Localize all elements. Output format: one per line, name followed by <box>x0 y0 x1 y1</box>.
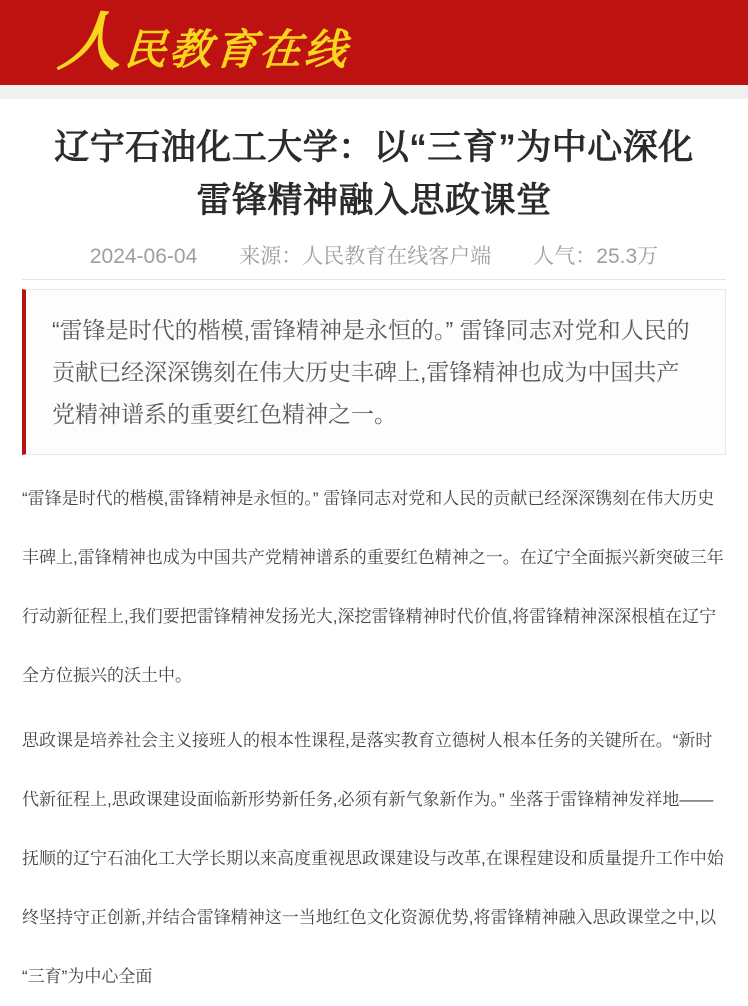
quote-box <box>22 289 726 455</box>
article-source: 来源：人民教育在线客户端 <box>239 245 492 268</box>
banner-divider-strip <box>0 85 748 99</box>
article-content <box>0 121 748 1006</box>
article-meta <box>22 245 726 269</box>
site-logo[interactable]: 人民教育在线 <box>55 4 352 80</box>
meta-divider <box>22 279 726 280</box>
site-banner <box>0 0 748 85</box>
article-paragraph: “雷锋是时代的楷模,雷锋精神是永恒的。” 雷锋同志对党和人民的贡献已经深深镌刻在伟大历史丰碑上,雷锋精神也成为中国共产党精神谱系的重要红色精神之一。在辽宁全面振兴新突破三年行动新征程上,我们要把雷锋精神发扬光大,深挖雷锋精神时代价值,将雷锋精神深深根植在辽宁全方位振兴的沃土中。 <box>22 489 724 685</box>
article-title: 辽宁石油化工大学：以“三育”为中心深化雷锋精神融入思政课堂 <box>54 128 694 220</box>
article-body <box>22 469 726 1006</box>
quote-text: “雷锋是时代的楷模,雷锋精神是永恒的。” 雷锋同志对党和人民的贡献已经深深镌刻在伟大历史丰碑上,雷锋精神也成为中国共产党精神谱系的重要红色精神之一。 <box>52 317 690 427</box>
article-views: 人气：25.3万 <box>533 245 659 268</box>
article-paragraph: 思政课是培养社会主义接班人的根本性课程,是落实教育立德树人根本任务的关键所在。“新时代新征程上,思政课建设面临新形势新任务,必须有新气象新作为。” 坐落于雷锋精神发祥地——抚顺的辽宁石油化工大学长期以来高度重视思政课建设与改革,在课程建设和质量提升工作中始终坚持守正创新,并结合雷锋精神这一当地红色文化资源优势,将雷锋精神融入思政课堂之中,以“三育”为中心全面 <box>22 731 724 986</box>
article-date: 2024-06-04 <box>89 245 198 268</box>
